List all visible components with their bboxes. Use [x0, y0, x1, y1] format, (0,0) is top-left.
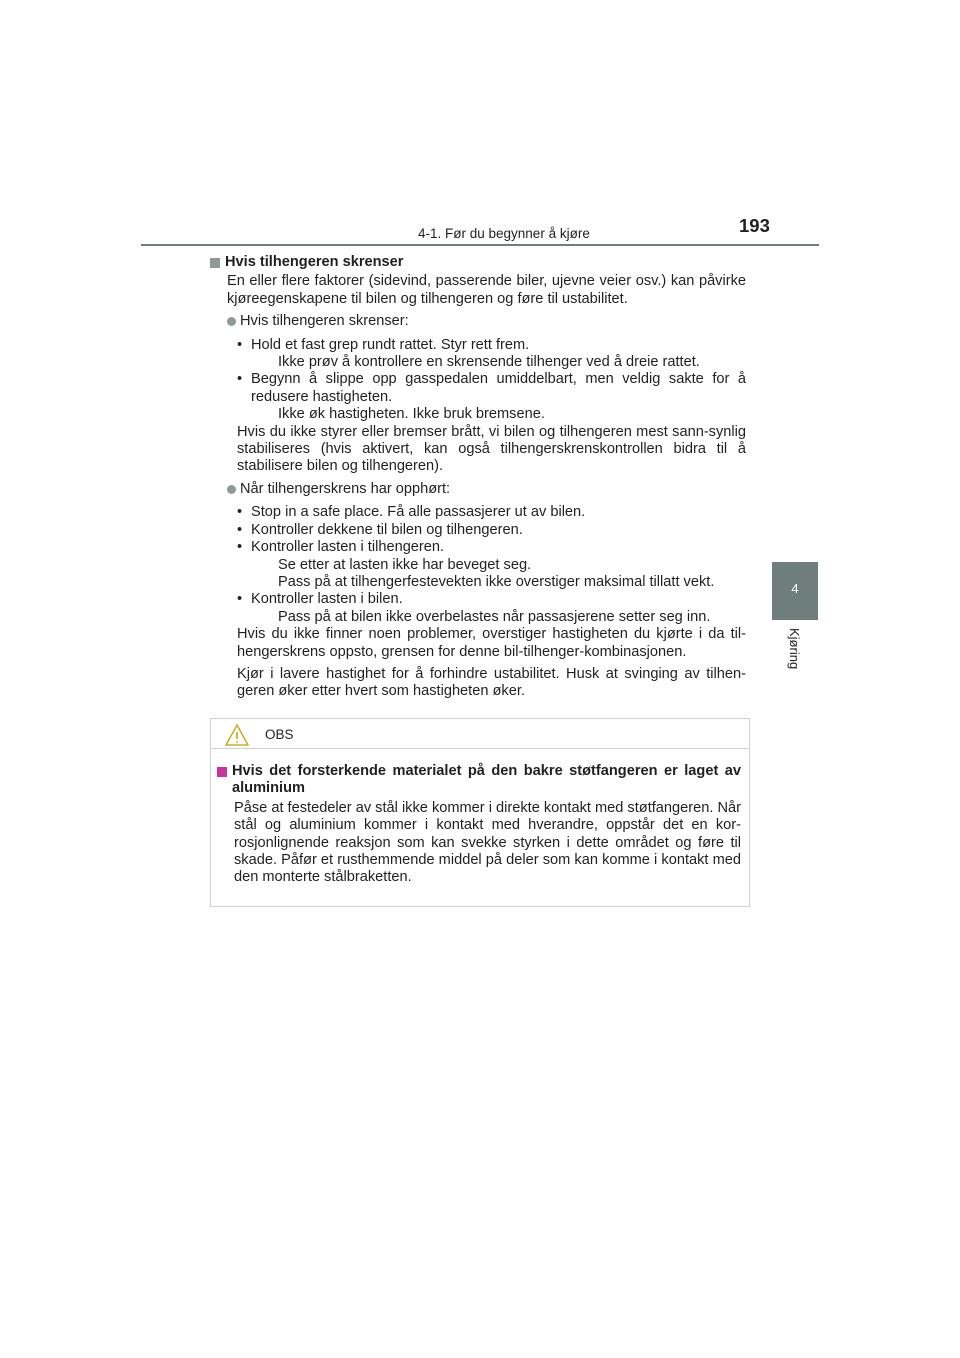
round-bullet-icon — [227, 317, 236, 326]
list-item-text: Begynn å slippe opp gasspedalen umiddelbart, men veldig sakte for å redusere hastigheten. — [251, 371, 746, 405]
list-item-text: Hold et fast grep rundt rattet. Styr rett frem. — [251, 336, 530, 353]
list-item-text: Kontroller lasten i tilhengeren. — [251, 539, 445, 556]
list-marker: • — [237, 521, 243, 538]
list-item-subtext: Pass på at bilen ikke overbelastes når passasjerene setter seg inn. — [278, 608, 711, 625]
section-title: 4-1. Før du begynner å kjøre — [418, 226, 590, 241]
bullet-paragraph: Hvis du ikke styrer eller bremser brått, vi bilen og tilhengeren mest sann-synlig stabiliseres (hvis aktivert, kan også tilhengerskrenskontrollen bidra til å stabilisere bilen og tilhengeren). — [237, 423, 746, 475]
list-item-text: Kontroller dekkene til bilen og tilhengeren. — [251, 521, 523, 538]
section-heading-text: Hvis tilhengeren skrenser — [225, 254, 404, 270]
main-content — [210, 254, 746, 706]
list-marker: • — [237, 504, 243, 521]
square-bullet-icon — [217, 767, 227, 777]
intro-paragraph: En eller flere faktorer (sidevind, passerende biler, ujevne veier osv.) kan påvirke kjøreegenskapene til bilen og tilhengeren og føre til ustabilitet. — [227, 273, 746, 307]
caution-body — [211, 749, 749, 887]
chapter-number: 4 — [791, 581, 799, 596]
list-marker: • — [237, 539, 243, 556]
caution-paragraph: Påse at festedeler av stål ikke kommer i direkte kontakt med støtfangeren. Når stål og aluminium kommer i kontakt med hverandre, oppstår det en kor-rosjonlignende reaksjon som kan svekke styrken i dette området og føre til skade. Påfør et rusthemmende middel på deler som kan komme i kontakt med den monterte stålbraketten. — [234, 799, 741, 886]
bullet-title: Hvis tilhengeren skrenser: — [240, 313, 409, 330]
list-item — [237, 371, 746, 406]
list-item — [237, 522, 746, 539]
list-item-text: Stop in a safe place. Få alle passasjerer ut av bilen. — [251, 504, 586, 521]
list-item-subtext: Pass på at tilhengerfestevekten ikke overstiger maksimal tillatt vekt. — [278, 573, 715, 590]
header-divider — [141, 244, 819, 246]
bullet-title: Når tilhengerskrens har opphørt: — [240, 480, 451, 497]
bullet-heading — [210, 313, 746, 330]
list-marker: • — [237, 371, 243, 388]
caution-box — [210, 718, 750, 907]
dash-list — [210, 504, 746, 626]
list-item-subtext: Ikke prøv å kontrollere en skrensende tilhenger ved å dreie rattet. — [278, 354, 700, 371]
round-bullet-icon — [227, 485, 236, 494]
list-item-text: Kontroller lasten i bilen. — [251, 591, 403, 608]
dash-list — [210, 337, 746, 424]
list-item — [237, 591, 746, 608]
list-marker: • — [237, 336, 243, 353]
warning-icon — [225, 724, 249, 746]
list-item — [237, 539, 746, 556]
caution-label: OBS — [265, 727, 294, 742]
list-item — [237, 337, 746, 354]
page-number: 193 — [739, 215, 770, 236]
caution-header — [211, 719, 749, 749]
bullet-paragraph: Kjør i lavere hastighet for å forhindre ustabilitet. Husk at svinging av tilhen-geren øker etter hvert som hastigheten øker. — [237, 665, 746, 700]
list-marker: • — [237, 591, 243, 608]
caution-heading — [217, 763, 741, 798]
chapter-tab — [772, 562, 818, 620]
bullet-heading — [210, 481, 746, 498]
chapter-label-text: Kjøring — [787, 628, 802, 670]
chapter-label — [785, 628, 805, 688]
list-item-subtext: Ikke øk hastigheten. Ikke bruk bremsene. — [278, 406, 545, 423]
caution-heading-text: Hvis det forsterkende materialet på den bakre støtfangeren er laget av aluminium — [232, 763, 741, 797]
section-heading — [210, 254, 746, 271]
square-bullet-icon — [210, 258, 220, 268]
list-item-subtext: Se etter at lasten ikke har beveget seg. — [278, 556, 532, 573]
bullet-paragraph: Hvis du ikke finner noen problemer, overstiger hastigheten du kjørte i da til-hengerskrens oppsto, grensen for denne bil-tilhenger-kombinasjonen. — [237, 626, 746, 660]
list-item — [237, 504, 746, 521]
